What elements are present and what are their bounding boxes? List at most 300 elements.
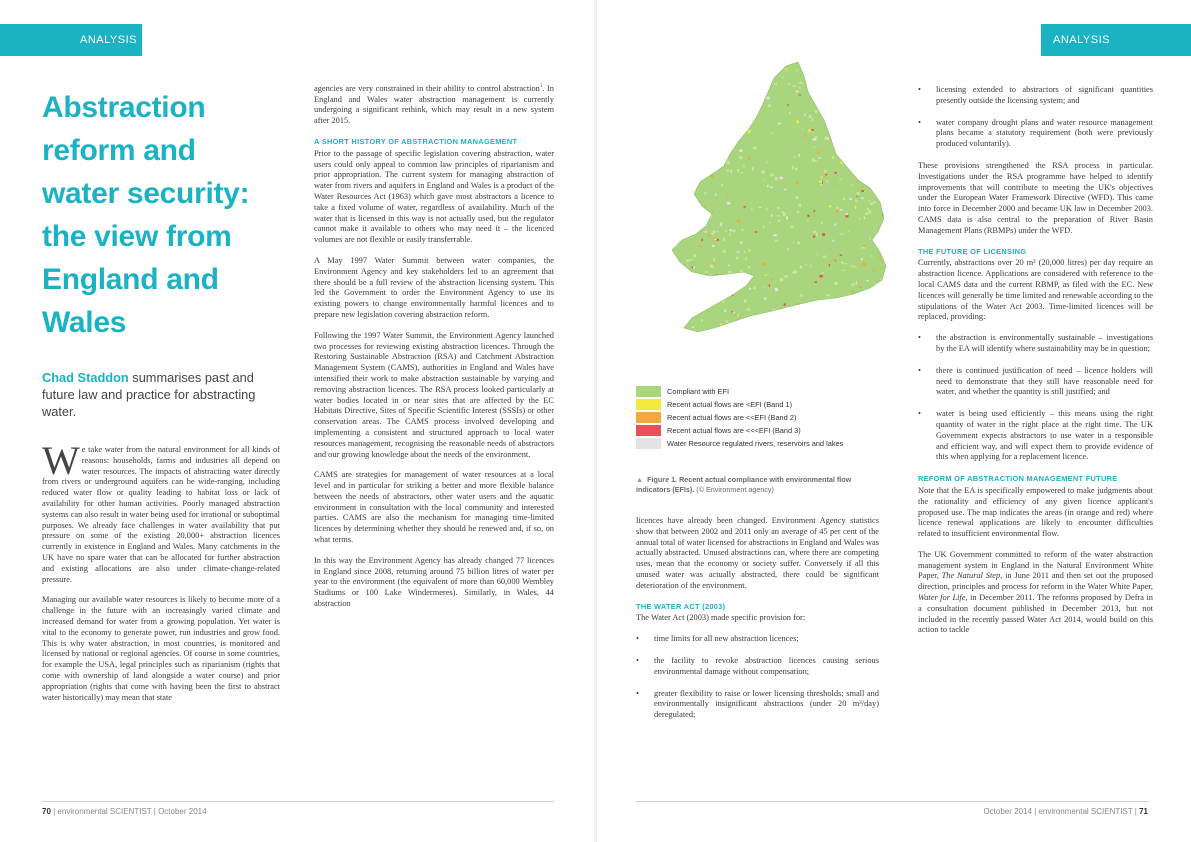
map-flow-patch [679, 187, 680, 189]
paragraph: In this way the Environment Agency has already changed 77 licences in England since 2008, returning around 75 billion litres of water per year to the environment (the equivalent of more than 60,000 Wembley Stadiums or 100 Lake Windermeres). Similarly, in Wales, 44 abstraction [314, 555, 554, 609]
legend-item [636, 424, 843, 437]
map-flow-patch [875, 86, 876, 87]
map-flow-patch [850, 265, 853, 266]
map-flow-patch [855, 157, 858, 160]
map-flow-patch [843, 198, 845, 200]
map-flow-patch [775, 240, 778, 242]
map-flow-patch [751, 208, 752, 210]
paragraph: Currently, abstractions over 20 m³ (20,000 litres) per day require an abstraction licence. Applications are considered with reference to the local CAMS data and the current RBMP, as filed with the EC. New licences will generally be time limited and renewable according to the stipulations of the Water Act 2003. Time-limited licences will be replaced, providing: [918, 258, 1153, 322]
map-flow-patch [808, 129, 810, 132]
map-flow-patch [814, 147, 815, 148]
map-flow-patch [775, 288, 778, 291]
caption-title: Figure 1. Recent actual compliance with environmental flow indicators (EFIs). [636, 475, 852, 494]
map-flow-patch [796, 120, 799, 123]
map-flow-patch [764, 286, 765, 288]
map-flow-patch [834, 132, 836, 134]
section-heading: THE WATER ACT (2003) [636, 601, 726, 611]
map-flow-patch [873, 270, 875, 272]
map-flow-patch [857, 192, 860, 195]
map-flow-patch [723, 238, 725, 241]
map-flow-patch [755, 231, 757, 232]
map-flow-patch [739, 322, 740, 325]
map-flow-patch [725, 104, 727, 107]
map-flow-patch [737, 169, 739, 172]
map-flow-patch [658, 148, 661, 151]
map-flow-patch [687, 112, 690, 114]
left-column-2 [314, 82, 554, 620]
map-flow-patch [663, 208, 666, 209]
map-flow-patch [668, 96, 671, 98]
map-flow-patch [681, 274, 683, 277]
map-flow-patch [747, 308, 750, 310]
map-flow-patch [764, 298, 766, 300]
map-flow-patch [687, 101, 689, 104]
map-flow-patch [824, 174, 826, 177]
bullet-item: • water is being used efficiently – this means using the right quantity of water in the right place at the right time. The UK Government expects abstractors to use water in a responsible and efficient way, and will expect them to provide evidence of this when applying for a replacement licence. [918, 409, 1153, 463]
map-flow-patch [786, 216, 788, 219]
map-flow-patch [796, 91, 799, 93]
map-flow-patch [869, 94, 872, 95]
map-flow-patch [693, 102, 694, 103]
map-flow-patch [739, 115, 741, 118]
map-flow-patch [778, 123, 781, 125]
map-flow-patch [873, 201, 876, 203]
map-flow-patch [716, 156, 718, 158]
map-flow-patch [711, 124, 714, 127]
map-flow-patch [689, 95, 692, 98]
right-column-2 [918, 85, 1153, 646]
map-flow-patch [707, 115, 709, 118]
map-flow-patch [689, 259, 693, 261]
map-flow-patch [744, 206, 746, 208]
map-flow-patch [759, 83, 761, 86]
map-flow-patch [782, 76, 783, 78]
map-flow-patch [729, 128, 732, 130]
map-flow-patch [692, 152, 694, 153]
map-flow-patch [826, 92, 829, 93]
map-flow-patch [875, 126, 876, 129]
map-flow-patch [731, 170, 732, 173]
map-flow-patch [826, 294, 829, 296]
standfirst-text: summarises past and future law and practice for abstracting water. [42, 370, 256, 419]
map-flow-patch [763, 63, 765, 65]
map-flow-patch [732, 138, 733, 140]
england-wales-map [658, 62, 888, 334]
map-flow-patch [866, 145, 867, 148]
map-flow-patch [696, 102, 698, 104]
left-column-1 [42, 438, 280, 713]
map-flow-patch [840, 66, 842, 69]
bullet-item: • the abstraction is environmentally sustainable – investigations by the EA will identify where sustainability may be in question; [918, 333, 1153, 355]
map-flow-patch [744, 300, 746, 303]
map-flow-patch [780, 177, 783, 180]
map-flow-patch [682, 66, 685, 69]
map-flow-patch [685, 114, 686, 115]
map-flow-patch [723, 62, 726, 64]
map-flow-patch [874, 282, 876, 283]
map-flow-patch [813, 231, 816, 233]
map-flow-patch [813, 235, 815, 237]
map-flow-patch [821, 324, 823, 326]
map-flow-patch [870, 323, 872, 325]
section-tab-left [0, 24, 142, 56]
map-flow-patch [731, 78, 733, 81]
map-flow-patch [856, 318, 859, 320]
map-flow-patch [665, 136, 668, 139]
title-line: water security: [42, 177, 250, 210]
bullet-item: • licensing extended to abstractors of significant quantities presently outside the licensing system; and [918, 85, 1153, 107]
map-flow-patch [798, 242, 800, 245]
map-flow-patch [727, 320, 728, 323]
map-flow-patch [780, 316, 783, 319]
map-flow-patch [671, 64, 674, 65]
map-flow-patch [745, 257, 747, 260]
map-flow-patch [856, 326, 859, 328]
map-flow-patch [827, 180, 828, 183]
map-flow-patch [832, 330, 835, 331]
map-flow-patch [687, 66, 688, 68]
map-flow-patch [881, 314, 884, 317]
map-flow-patch [788, 104, 789, 106]
footer-left [42, 807, 207, 816]
map-flow-patch [879, 257, 881, 260]
map-flow-patch [827, 327, 828, 330]
title-line: the view from [42, 220, 232, 253]
section-heading: THE FUTURE OF LICENSING [918, 246, 1027, 256]
map-flow-patch [729, 80, 731, 82]
map-flow-patch [700, 290, 703, 292]
paragraph: Note that the EA is specifically empowered to make judgments about the rationality and efficiency of any given licence applicant's proposed use. The map indicates the areas (in orange and red) where licence renewal applications are likely to encounter difficulties related to insufficient environmental flow. [918, 485, 1153, 539]
right-page [596, 0, 1191, 842]
map-flow-patch [874, 103, 876, 104]
map-flow-patch [859, 286, 862, 288]
map-flow-patch [793, 242, 794, 243]
map-flow-patch [696, 62, 697, 64]
map-flow-patch [667, 114, 668, 116]
map-flow-patch [714, 239, 717, 240]
map-flow-patch [746, 277, 749, 279]
legend-swatch [636, 425, 661, 436]
map-flow-patch [841, 140, 842, 142]
map-flow-patch [777, 215, 780, 216]
map-flow-patch [673, 331, 675, 334]
map-flow-patch [833, 119, 836, 121]
map-flow-patch [754, 93, 757, 95]
map-flow-patch [817, 151, 820, 153]
map-flow-patch [711, 288, 712, 289]
map-flow-patch [851, 130, 853, 131]
map-flow-patch [734, 75, 738, 77]
map-flow-patch [822, 233, 825, 236]
section-tab-right [1041, 24, 1191, 56]
legend-label: Compliant with EFI [667, 387, 730, 396]
map-flow-patch [677, 78, 681, 79]
map-flow-patch [702, 239, 703, 242]
bullet-item: • greater flexibility to raise or lower licensing thresholds; small and environmentally insignificant abstractions (under 20 m³/day) deregulated; [636, 689, 879, 721]
map-flow-patch [862, 109, 863, 112]
map-flow-patch [739, 156, 742, 159]
paragraph: The Water Act (2003) made specific provision for: [636, 613, 806, 623]
map-flow-patch [662, 332, 665, 334]
map-flow-patch [884, 134, 887, 136]
map-flow-patch [815, 110, 817, 113]
map-flow-patch [876, 152, 879, 155]
map-flow-patch [804, 265, 807, 266]
map-flow-patch [713, 231, 716, 233]
map-flow-patch [668, 309, 669, 310]
drop-cap: W [42, 438, 80, 483]
map-flow-patch [682, 185, 683, 187]
map-flow-patch [751, 107, 753, 108]
map-flow-patch [754, 287, 756, 289]
map-flow-patch [835, 260, 836, 261]
map-flow-patch [690, 106, 692, 109]
map-flow-patch [705, 271, 707, 273]
map-flow-patch [804, 113, 806, 116]
map-flow-patch [811, 92, 814, 93]
map-flow-patch [856, 281, 857, 284]
map-flow-patch [717, 231, 718, 233]
map-flow-patch [810, 82, 813, 85]
map-flow-patch [720, 223, 722, 226]
map-flow-patch [836, 209, 838, 212]
map-flow-patch [883, 231, 885, 234]
map-flow-patch [841, 262, 844, 263]
map-flow-patch [688, 117, 691, 119]
legend-item [636, 411, 843, 424]
map-flow-patch [882, 213, 885, 215]
map-flow-patch [845, 78, 846, 81]
map-flow-patch [683, 98, 686, 100]
map-flow-patch [859, 178, 862, 180]
map-flow-patch [864, 217, 865, 219]
map-flow-patch [680, 98, 683, 101]
legend-label: Recent actual flows are <<EFI (Band 2) [667, 413, 797, 422]
map-flow-patch [675, 281, 678, 282]
bullet-item: • there is continued justification of need – licence holders will need to demonstrate that they still have reasonable need for water, and whether the quantity is still justified; and [918, 366, 1153, 398]
map-flow-patch [728, 271, 731, 274]
map-flow-patch [708, 234, 712, 236]
map-flow-patch [769, 65, 772, 67]
map-flow-patch [771, 278, 773, 280]
map-flow-patch [778, 220, 780, 222]
map-flow-patch [694, 254, 697, 257]
map-flow-patch [712, 211, 713, 214]
map-flow-patch [807, 219, 808, 221]
map-flow-patch [784, 303, 786, 306]
map-flow-patch [759, 207, 761, 208]
map-flow-patch [781, 327, 783, 329]
map-flow-patch [870, 255, 872, 256]
map-flow-patch [665, 236, 668, 238]
map-flow-patch [728, 265, 729, 267]
map-flow-patch [680, 320, 682, 322]
map-flow-patch [814, 136, 817, 138]
map-flow-patch [812, 119, 814, 122]
map-flow-patch [763, 314, 766, 316]
footer-text: October 2014 | environmental SCIENTIST | [983, 807, 1140, 816]
map-flow-patch [880, 126, 882, 129]
map-flow-patch [802, 129, 803, 130]
map-flow-patch [854, 304, 857, 306]
map-flow-patch [775, 331, 777, 334]
map-flow-patch [886, 288, 888, 291]
map-flow-patch [722, 156, 725, 158]
map-flow-patch [716, 89, 719, 92]
map-flow-patch [766, 161, 767, 163]
map-flow-patch [723, 275, 724, 277]
map-flow-patch [771, 215, 773, 217]
map-flow-patch [784, 189, 787, 190]
map-flow-patch [756, 107, 758, 110]
map-flow-patch [686, 260, 689, 262]
map-flow-patch [776, 72, 778, 75]
map-flow-patch [817, 94, 819, 97]
map-flow-patch [712, 245, 715, 247]
page-number: 71 [1139, 807, 1148, 816]
map-flow-patch [699, 172, 701, 174]
section-tab-label: ANALYSIS [1053, 34, 1110, 46]
map-flow-patch [672, 264, 674, 267]
map-flow-patch [671, 198, 672, 200]
map-flow-patch [861, 247, 864, 249]
map-flow-patch [861, 258, 863, 260]
map-flow-patch [725, 96, 727, 98]
map-flow-patch [769, 222, 770, 223]
map-flow-patch [692, 266, 693, 269]
map-flow-patch [870, 203, 873, 205]
italic-title: The Natural Step [941, 571, 1001, 581]
map-flow-patch [723, 250, 726, 253]
map-flow-patch [876, 145, 879, 148]
map-flow-patch [729, 229, 732, 231]
paragraph: , in June 2011 and then set out the proposed direction, principles and process for reform in the Water White Paper, [918, 571, 1154, 592]
map-flow-patch [665, 123, 666, 125]
map-flow-patch [809, 115, 812, 118]
map-flow-patch [695, 98, 698, 99]
map-flow-patch [825, 136, 827, 139]
map-flow-patch [764, 81, 767, 82]
map-flow-patch [886, 241, 888, 242]
footer-right [968, 807, 1148, 816]
map-flow-patch [709, 134, 710, 135]
map-flow-patch [721, 184, 723, 186]
map-flow-patch [678, 101, 681, 104]
map-flow-patch [799, 94, 801, 95]
map-flow-patch [834, 172, 837, 174]
footer-rule [636, 801, 1149, 802]
map-flow-patch [851, 290, 854, 292]
map-flow-patch [862, 262, 866, 265]
map-flow-patch [749, 115, 750, 118]
map-flow-patch [835, 223, 837, 225]
map-flow-patch [815, 281, 817, 283]
map-flow-patch [886, 186, 888, 188]
map-flow-patch [885, 176, 887, 179]
paragraph: A May 1997 Water Summit between water companies, the Environment Agency and key stakeholders led to an agreement that there should be a full review of the abstraction licensing system. This led the Government to order the Environment Agency to use its existing powers to change environmentally harmful licences and to prepare new legislation covering abstraction reform. [314, 255, 554, 319]
paragraph: agencies are very constrained in their ability to control abstraction [314, 83, 540, 93]
map-flow-patch [695, 88, 697, 90]
right-column-1 [636, 516, 879, 732]
map-flow-patch [698, 299, 701, 302]
map-flow-patch [743, 164, 744, 167]
map-flow-patch [739, 149, 742, 152]
map-flow-patch [783, 213, 786, 216]
map-flow-patch [664, 171, 665, 174]
map-flow-patch [722, 92, 724, 94]
map-flow-patch [725, 320, 726, 322]
map-flow-patch [763, 180, 765, 181]
map-flow-patch [867, 280, 869, 281]
map-flow-patch [740, 172, 743, 174]
map-flow-patch [840, 233, 843, 234]
map-flow-patch [839, 179, 842, 180]
standfirst [42, 369, 278, 420]
map-flow-patch [674, 122, 676, 123]
map-flow-patch [721, 323, 723, 325]
map-flow-patch [701, 319, 703, 321]
map-flow-patch [851, 124, 853, 127]
map-flow-patch [850, 111, 853, 112]
map-flow-patch [685, 109, 687, 110]
map-flow-patch [760, 322, 762, 324]
map-flow-patch [761, 170, 765, 173]
page-number: 70 [42, 807, 51, 816]
map-flow-patch [820, 184, 822, 186]
map-flow-patch [770, 174, 774, 177]
map-flow-patch [738, 314, 739, 317]
map-flow-patch [760, 66, 762, 69]
map-flow-patch [711, 175, 713, 178]
map-legend [636, 385, 843, 450]
map-flow-patch [740, 125, 743, 126]
map-flow-patch [744, 251, 746, 252]
map-flow-patch [813, 160, 816, 162]
map-flow-patch [659, 192, 662, 194]
map-flow-patch [829, 98, 832, 101]
map-flow-patch [766, 208, 767, 211]
map-flow-patch [677, 176, 680, 179]
map-flow-patch [738, 68, 740, 71]
map-flow-patch [872, 71, 876, 72]
map-flow-patch [692, 197, 694, 200]
bullet-item: • the facility to revoke abstraction licences causing serious environmental damage without compensation; [636, 656, 879, 678]
map-flow-patch [712, 148, 713, 150]
map-flow-patch [794, 271, 797, 274]
map-flow-patch [748, 157, 750, 160]
map-flow-patch [741, 229, 743, 230]
map-flow-patch [846, 92, 847, 95]
map-flow-patch [710, 274, 712, 277]
map-flow-patch [705, 231, 707, 233]
map-flow-patch [816, 233, 818, 236]
map-flow-patch [829, 205, 832, 207]
legend-swatch [636, 412, 661, 423]
section-heading: A SHORT HISTORY OF ABSTRACTION MANAGEMENT [314, 136, 518, 146]
map-flow-patch [774, 322, 776, 324]
map-flow-patch [863, 245, 866, 247]
map-flow-patch [851, 84, 853, 87]
map-flow-patch [675, 220, 676, 223]
map-flow-patch [714, 281, 716, 283]
paragraph: The UK Government committed to reform of the water abstraction management system in England in the Natural Environment White Paper, [918, 549, 1153, 581]
map-flow-patch [793, 85, 797, 86]
map-flow-patch [770, 187, 773, 188]
map-flow-patch [727, 84, 730, 87]
legend-label: Water Resource regulated rivers, reservoirs and lakes [667, 439, 844, 448]
map-flow-patch [795, 168, 798, 170]
map-flow-patch [865, 213, 868, 215]
